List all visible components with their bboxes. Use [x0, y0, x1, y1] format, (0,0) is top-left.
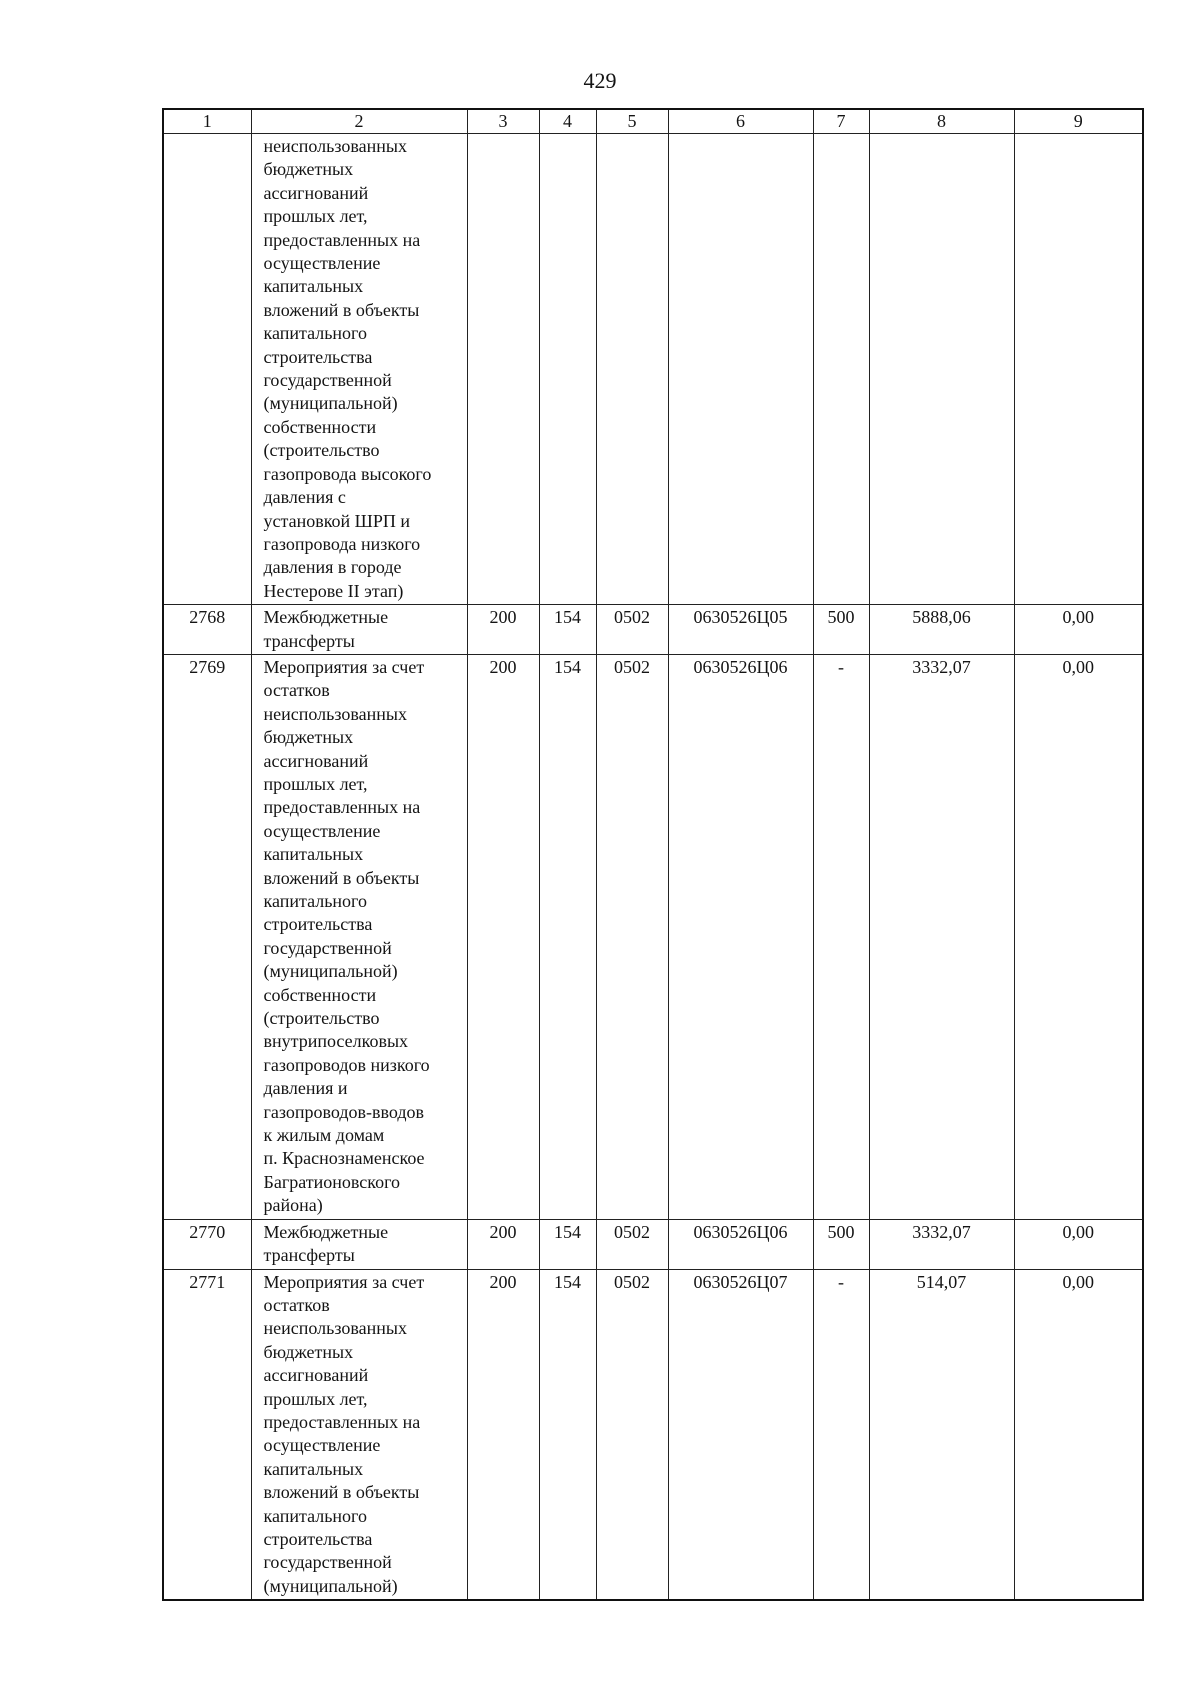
- table-row: [163, 605, 1143, 655]
- column-header: 7: [813, 109, 869, 134]
- budget-table: [162, 108, 1144, 1601]
- cell-col9: 0,00: [1014, 1269, 1143, 1600]
- cell-col4: 154: [539, 605, 596, 655]
- cell-description: Мероприятия за счет остатков неиспользованных бюджетных ассигнований прошлых лет, предоставленных на осуществление капитальных вложений в объекты капитального строительства государственной (муниципальной) собственности (строительство внутрипоселковых газопроводов низкого давления и газопроводов-вводов к жилым домам п. Краснознаменское Багратионовского района): [251, 654, 467, 1219]
- cell-row-number: [163, 134, 251, 605]
- cell-col8: 3332,07: [869, 1219, 1014, 1269]
- cell-col6: 0630526Ц06: [668, 1219, 813, 1269]
- cell-col3: [467, 134, 539, 605]
- table-row: [163, 1219, 1143, 1269]
- column-header: 6: [668, 109, 813, 134]
- cell-col3: 200: [467, 1269, 539, 1600]
- cell-col3: 200: [467, 605, 539, 655]
- cell-col9: 0,00: [1014, 1219, 1143, 1269]
- cell-col6: 0630526Ц07: [668, 1269, 813, 1600]
- cell-col5: [596, 134, 668, 605]
- cell-description: неиспользованных бюджетных ассигнований прошлых лет, предоставленных на осуществление капитальных вложений в объекты капитального строительства государственной (муниципальной) собственности (строительство газопровода высокого давления с установкой ШРП и газопровода низкого давления в городе Нестерове II этап): [251, 134, 467, 605]
- cell-col7: 500: [813, 605, 869, 655]
- cell-col8: 514,07: [869, 1269, 1014, 1600]
- cell-col8: [869, 134, 1014, 605]
- cell-col4: 154: [539, 1219, 596, 1269]
- cell-col5: 0502: [596, 1219, 668, 1269]
- cell-col7: -: [813, 654, 869, 1219]
- cell-col3: 200: [467, 654, 539, 1219]
- cell-col8: 3332,07: [869, 654, 1014, 1219]
- cell-description: Межбюджетные трансферты: [251, 605, 467, 655]
- table-row: [163, 1269, 1143, 1600]
- cell-description: Мероприятия за счет остатков неиспользованных бюджетных ассигнований прошлых лет, предоставленных на осуществление капитальных вложений в объекты капитального строительства государственной (муниципальной): [251, 1269, 467, 1600]
- cell-col5: 0502: [596, 1269, 668, 1600]
- column-header: 4: [539, 109, 596, 134]
- cell-col7: [813, 134, 869, 605]
- cell-col8: 5888,06: [869, 605, 1014, 655]
- cell-row-number: 2768: [163, 605, 251, 655]
- cell-col6: 0630526Ц05: [668, 605, 813, 655]
- cell-col9: 0,00: [1014, 605, 1143, 655]
- cell-row-number: 2770: [163, 1219, 251, 1269]
- cell-col5: 0502: [596, 605, 668, 655]
- cell-row-number: 2771: [163, 1269, 251, 1600]
- table-row: [163, 654, 1143, 1219]
- cell-col9: [1014, 134, 1143, 605]
- cell-col7: 500: [813, 1219, 869, 1269]
- cell-col4: [539, 134, 596, 605]
- column-header: 5: [596, 109, 668, 134]
- cell-col6: 0630526Ц06: [668, 654, 813, 1219]
- cell-col5: 0502: [596, 654, 668, 1219]
- cell-col9: 0,00: [1014, 654, 1143, 1219]
- cell-col7: -: [813, 1269, 869, 1600]
- table-header-row: [163, 109, 1143, 134]
- cell-col6: [668, 134, 813, 605]
- column-header: 3: [467, 109, 539, 134]
- column-header: 2: [251, 109, 467, 134]
- page-number: 429: [583, 68, 617, 93]
- cell-col4: 154: [539, 1269, 596, 1600]
- cell-description: Межбюджетные трансферты: [251, 1219, 467, 1269]
- table-row: [163, 134, 1143, 605]
- column-header: 8: [869, 109, 1014, 134]
- cell-row-number: 2769: [163, 654, 251, 1219]
- column-header: 9: [1014, 109, 1143, 134]
- column-header: 1: [163, 109, 251, 134]
- cell-col3: 200: [467, 1219, 539, 1269]
- cell-col4: 154: [539, 654, 596, 1219]
